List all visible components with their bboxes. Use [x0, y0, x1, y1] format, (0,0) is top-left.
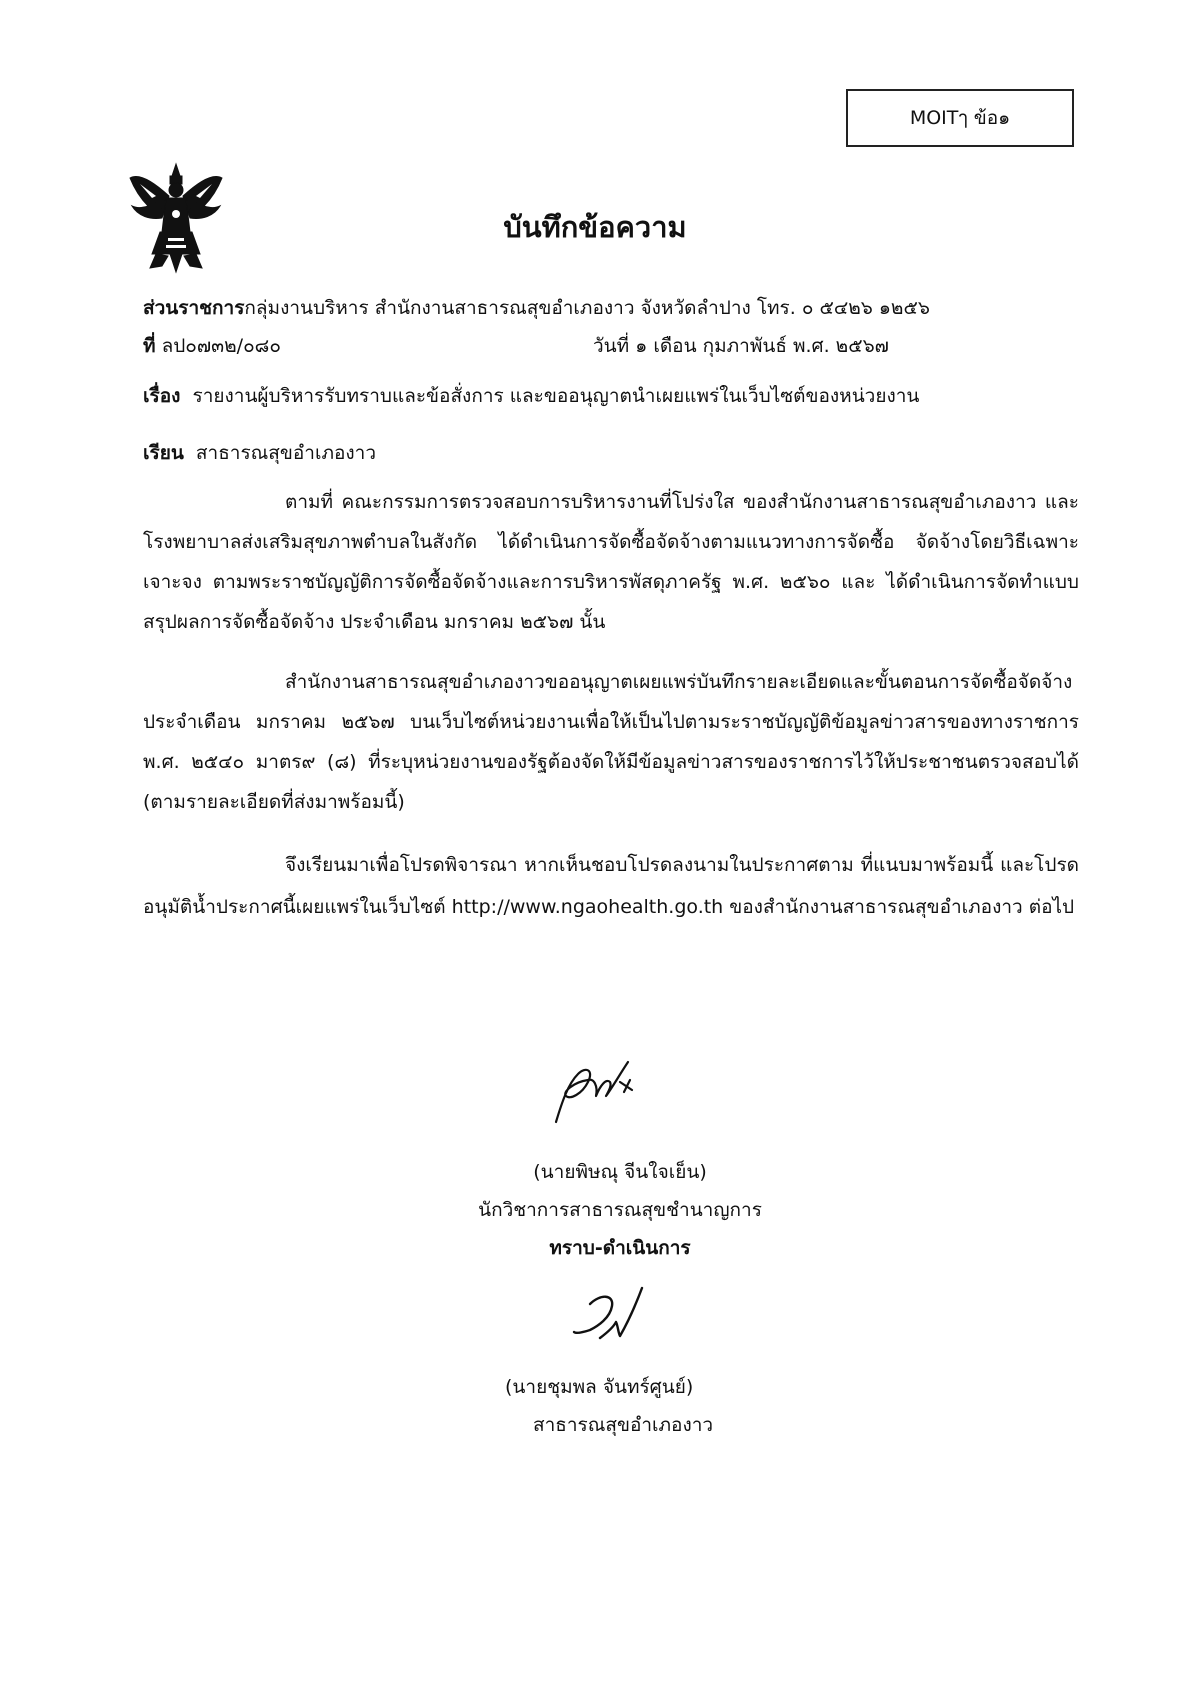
- body-paragraph-3: จึงเรียนมาเพื่อโปรดพิจารณา หากเห็นชอบโปรดลงนามในประกาศตาม ที่แนบมาพร้อมนี้ และโปรดอนุมัติน้ำประกาศนี้เผยแพร่ในเว็บไซต์ http://www.ngaohealth.go.th ของสำนักงานสาธารณสุขอำเภองาว ต่อไป: [143, 854, 1079, 918]
- subject-value: รายงานผู้บริหารรับทราบและข้อสั่งการ และขออนุญาตนำเผยแพร่ในเว็บไซต์ของหน่วยงาน: [192, 385, 920, 407]
- subject-line: [143, 381, 919, 411]
- recipient-value: สาธารณสุขอำเภองาว: [195, 442, 376, 464]
- agency-value: กลุ่มงานบริหาร สำนักงานสาธารณสุขอำเภองาว จังหวัดลำปาง โทร. ๐ ๕๔๒๖ ๑๒๕๖: [244, 297, 930, 319]
- recipient-label: เรียน: [143, 442, 184, 464]
- body-paragraph-2: สำนักงานสาธารณสุขอำเภองาวขออนุญาตเผยแพร่บันทึกรายละเอียดและขั้นตอนการจัดซื้อจัดจ้าง ประจำเดือน มกราคม ๒๕๖๗ บนเว็บไซต์หน่วยงานเพื่อให้เป็นไปตามระราชบัญญัติข้อมูลข่าวสารของทางราชการ พ.ศ. ๒๕๔๐ มาตร๙ (๘) ที่ระบุหน่วยงานของรัฐต้องจัดให้มีข้อมูลข่าวสารของราชการไว้ให้ประชาชนตรวจสอบได้ (ตามรายละเอียดที่ส่งมาพร้อมนี้): [143, 671, 1079, 813]
- subject-label: เรื่อง: [143, 385, 181, 407]
- memo-date: วันที่ ๑ เดือน กุมภาพันธ์ พ.ศ. ๒๕๖๗: [593, 335, 889, 357]
- document-code-box: [846, 89, 1074, 147]
- reference-number: ลป๐๗๓๒/๐๘๐: [161, 335, 281, 357]
- body-paragraph-1: ตามที่ คณะกรรมการตรวจสอบการบริหารงานที่โปร่งใส ของสำนักงานสาธารณสุขอำเภองาว และโรงพยาบาลส่งเสริมสุขภาพตำบลในสังกัด ได้ดำเนินการจัดซื้อจัดจ้างตามแนวทางการจัดซื้อ จัดจ้างโดยวิธีเฉพาะเจาะจง ตามพระราชบัญญัติการจัดซื้อจัดจ้างและการบริหารพัสดุภาครัฐ พ.ศ. ๒๕๖๐ และ ได้ดำเนินการจัดทำแบบสรุปผลการจัดซื้อจัดจ้าง ประจำเดือน มกราคม ๒๕๖๗ นั้น: [143, 491, 1079, 633]
- signature-2-image: [570, 1282, 650, 1352]
- signer-1-name: (นายพิษณุ จีนใจเย็น): [533, 1161, 707, 1183]
- signer-2-position: สาธารณสุขอำเภองาว: [533, 1414, 714, 1436]
- reference-label: ที่: [143, 335, 156, 357]
- agency-label: ส่วนราชการ: [143, 297, 245, 319]
- approval-order: ทราบ-ดำเนินการ: [549, 1237, 691, 1259]
- signer-1-position: นักวิชาการสาธารณสุขชำนาญการ: [478, 1199, 762, 1221]
- recipient-line: [143, 438, 376, 468]
- reference-line: [143, 331, 281, 361]
- document-code: MOITๅ ข้อ๑: [909, 107, 1011, 129]
- signer-2-name: (นายชุมพล จันทร์ศูนย์): [505, 1376, 694, 1398]
- memo-title: บันทึกข้อความ: [503, 210, 687, 244]
- agency-line: [143, 293, 930, 323]
- signature-1-image: [548, 1052, 640, 1132]
